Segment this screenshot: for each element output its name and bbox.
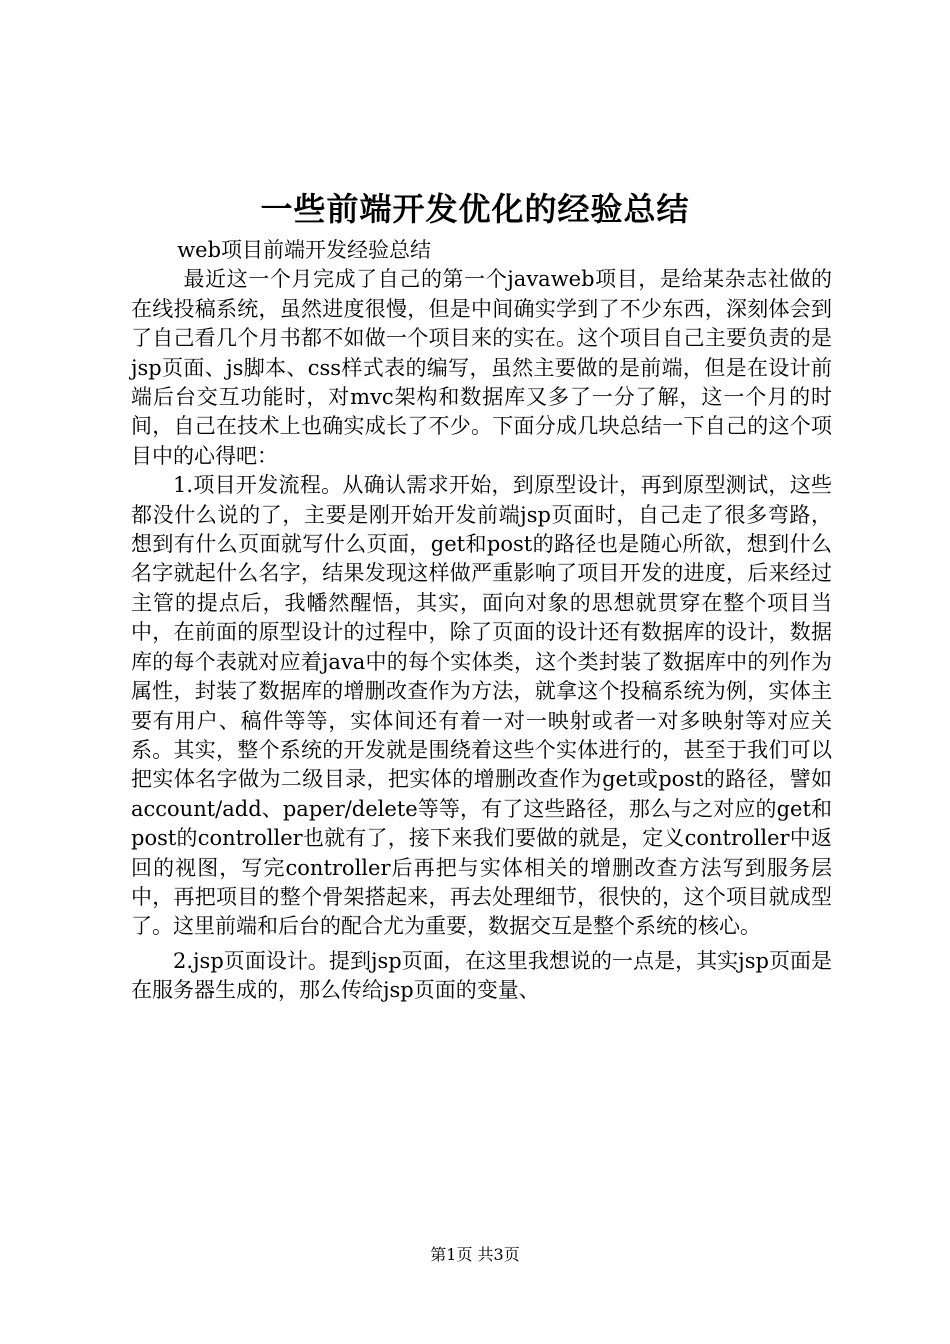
document-title: 一些前端开发优化的经验总结: [260, 190, 690, 228]
paragraph-jsp-design: 2.jsp页面设计。提到jsp页面，在这里我想说的一点是，其实jsp页面是在服务器生成的，那么传给jsp页面的变量、: [131, 948, 832, 1003]
paragraph-development-process: 1.项目开发流程。从确认需求开始，到原型设计，再到原型测试，这些都没什么说的了，主要是刚开始开发前端jsp页面时，自己走了很多弯路，想到有什么页面就写什么页面，get和post的路径也是随心所欲，想到什么名字就起什么名字，结果发现这样做严重影响了项目开发的进度，后来经过主管的提点后，我幡然醒悟，其实，面向对象的思想就贯穿在整个项目当中，在前面的原型设计的过程中，除了页面的设计还有数据库的设计，数据库的每个表就对应着java中的每个实体类，这个类封装了数据库中的列作为属性，封装了数据库的增删改查作为方法，就拿这个投稿系统为例，实体主要有用户、稿件等等，实体间还有着一对一映射或者一对多映射等对应关系。其实，整个系统的开发就是围绕着这些个实体进行的，甚至于我们可以把实体名字做为二级目录，把实体的增删改查作为get或post的路径，譬如account/add、paper/delete等等，有了这些路径，那么与之对应的get和post的controller也就有了，接下来我们要做的就是，定义controller中返回的视图，写完controller后再把与实体相关的增删改查方法写到服务层中，再把项目的整个骨架搭起来，再去处理细节，很快的，这个项目就成型了。这里前端和后台的配合尤为重要，数据交互是整个系统的核心。: [131, 473, 832, 939]
document-subtitle: web项目前端开发经验总结: [177, 238, 432, 262]
page-footer: 第1页 共3页: [430, 1245, 520, 1264]
paragraph-intro: 最近这一个月完成了自己的第一个javaweb项目，是给某杂志社做的在线投稿系统，虽然进度很慢，但是中间确实学到了不少东西，深刻体会到了自己看几个月书都不如做一个项目来的实在。这个项目自己主要负责的是jsp页面、js脚本、css样式表的编写，虽然主要做的是前端，但是在设计前端后台交互功能时，对mvc架构和数据库又多了一分了解，这一个月的时间，自己在技术上也确实成长了不少。下面分成几块总结一下自己的这个项目中的心得吧：: [131, 267, 832, 468]
document-body: [131, 236, 832, 1006]
